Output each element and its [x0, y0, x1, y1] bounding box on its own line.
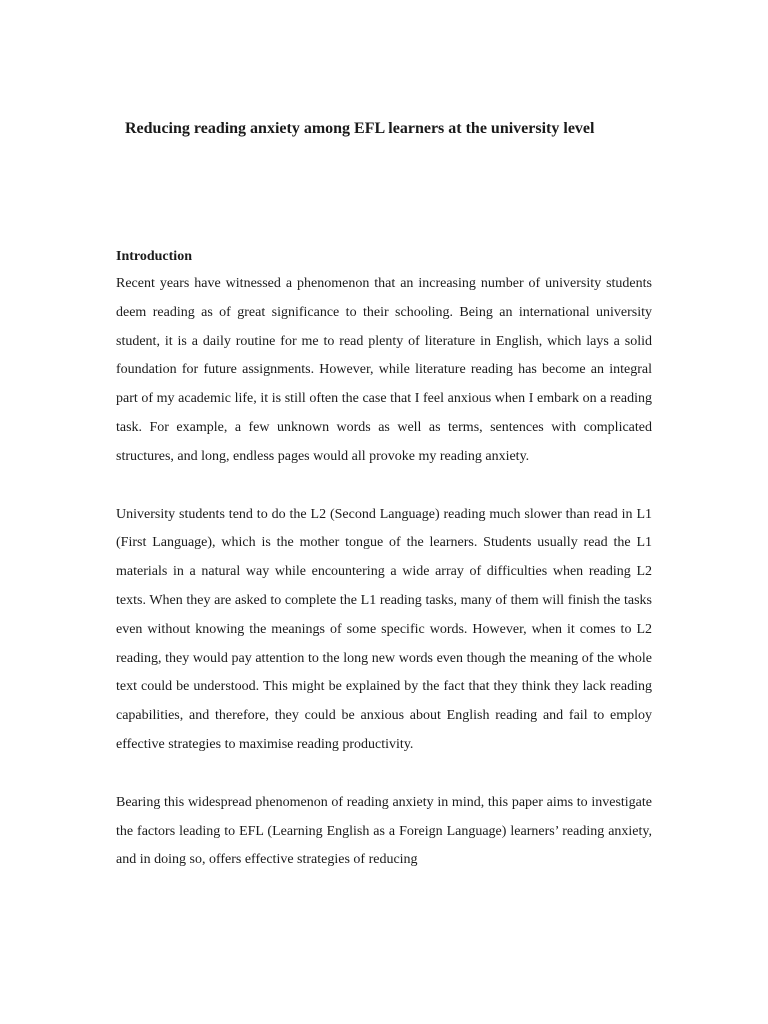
document-body: [116, 244, 652, 904]
paragraph-2: University students tend to do the L2 (Second Language) reading much slower than read in L1 (First Language), which is the mother tongue of the learners. Students usually read the L1 materials in a natural way while encountering a wide array of difficulties when reading L2 texts. When they are asked to complete the L1 reading tasks, many of them will finish the tasks even without knowing the meanings of some specific words. However, when it comes to L2 reading, they would pay attention to the long new words even though the meaning of the whole text could be understood. This might be explained by the fact that they think they lack reading capabilities, and therefore, they could be anxious about English reading and fail to employ effective strategies to maximise reading productivity.: [116, 506, 652, 752]
document-title: Reducing reading anxiety among EFL learners at the university level: [125, 120, 595, 137]
section-heading-introduction: Introduction: [116, 249, 192, 264]
paragraph-3: Bearing this widespread phenomenon of reading anxiety in mind, this paper aims to investigate the factors leading to EFL (Learning English as a Foreign Language) learners’ reading anxiety, and in doing so, offers effective strategies of reducing: [116, 794, 652, 868]
paragraph-1: Recent years have witnessed a phenomenon that an increasing number of university students deem reading as of great significance to their schooling. Being an international university student, it is a daily routine for me to read plenty of literature in English, which lays a solid foundation for future assignments. However, while literature reading has become an integral part of my academic life, it is still often the case that I feel anxious when I embark on a reading task. For example, a few unknown words as well as terms, sentences with complicated structures, and long, endless pages would all provoke my reading anxiety.: [116, 276, 652, 464]
